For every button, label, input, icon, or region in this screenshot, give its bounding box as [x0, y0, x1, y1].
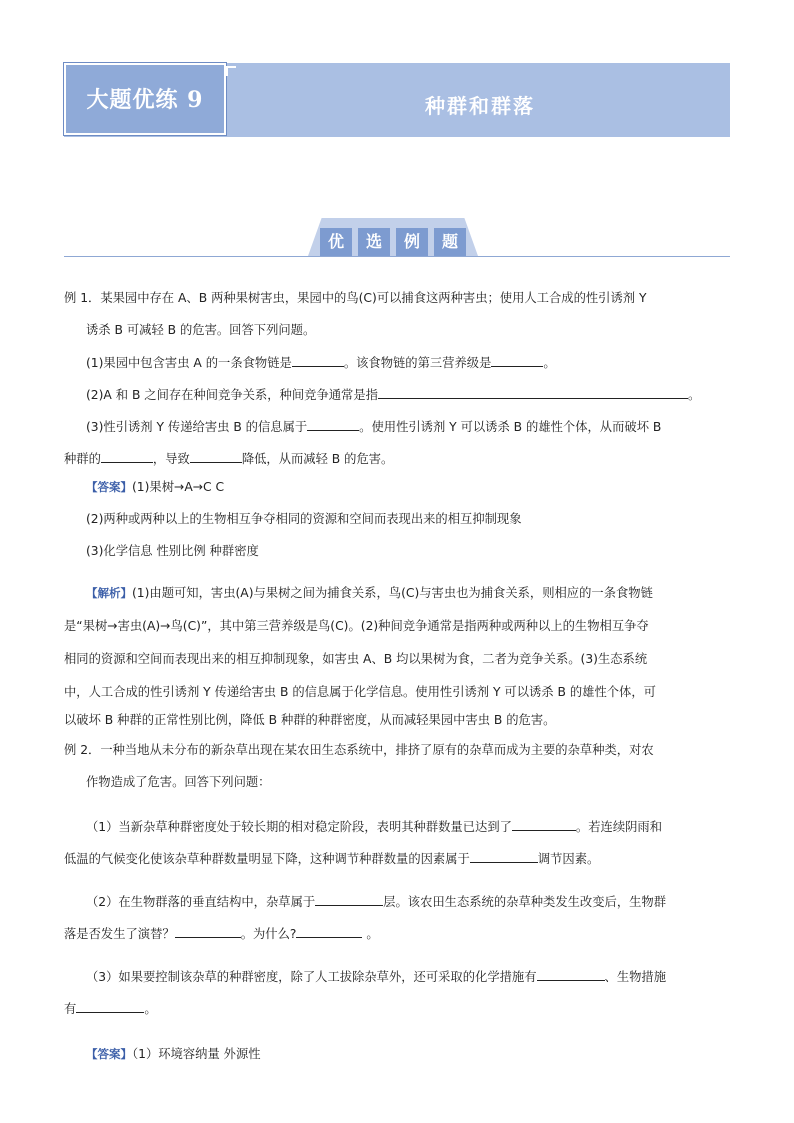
ex2-question-line2: 作物造成了危害。回答下列问题：: [86, 775, 271, 789]
ex1-part3-text-c: 种群的: [64, 452, 101, 466]
ex1-part3-text-a: (3)性引诱剂 Y 传递给害虫 B 的信息属于: [86, 420, 308, 434]
ex1-part1-text-c: 。: [543, 356, 556, 370]
ex2-part1-cont: [64, 850, 599, 867]
ex1-analysis-3: 相同的资源和空间而表现出来的相互抑制现象，如害虫 A、B 均以果树为食，二者为竞争关系。(3)生态系统: [64, 652, 648, 666]
section-divider: [64, 256, 730, 257]
badge-text: 大题优练 9: [86, 87, 204, 113]
ex1-question-line1: 例 1．某果园中存在 A、B 两种果树害虫，果园中的鸟(C)可以捕食这两种害虫；使用人工合成的性引诱剂 Y: [64, 291, 647, 305]
ex2-part3-text-d: 。: [144, 1002, 157, 1016]
ex2-part3-text-a: （3）如果要控制该杂草的种群密度，除了人工拔除杂草外，还可采取的化学措施有: [86, 970, 537, 984]
ex1-blank-third-level[interactable]: [491, 354, 543, 367]
ex2-blank-biological[interactable]: [76, 1000, 144, 1013]
ex1-question-line2: 诱杀 B 可减轻 B 的危害。回答下列问题。: [86, 323, 316, 337]
ex1-part1-text-a: (1)果园中包含害虫 A 的一条食物链是: [86, 356, 292, 370]
ex2-part1-text-d: 调节因素。: [537, 852, 600, 866]
section-badge: [64, 63, 226, 135]
ex1-part3-text-b: 。使用性引诱剂 Y 可以诱杀 B 的雄性个体，从而破坏 B: [359, 420, 662, 434]
ex1-analysis-4: 中，人工合成的性引诱剂 Y 传递给害虫 B 的信息属于化学信息。使用性引诱剂 Y 可以诱杀 B 的雄性个体，可: [64, 685, 656, 699]
ex2-answer-1: （1）环境容纳量 外源性: [132, 1047, 261, 1061]
ex2-part2-text-a: （2）在生物群落的垂直结构中，杂草属于: [86, 895, 316, 909]
ex1-part2-text-b: 。: [687, 388, 701, 402]
section-char-3: 例: [396, 228, 428, 256]
ex1-blank-food-chain[interactable]: [292, 354, 344, 367]
ex2-part2-text-e: 。: [362, 927, 379, 941]
ex1-part1: [86, 354, 556, 371]
ex2-part3-text-c: 有: [64, 1002, 77, 1016]
ex1-analysis-1: (1)由题可知，害虫(A)与果树之间为捕食关系，鸟(C)与害虫也为捕食关系，则相应的一条食物链: [132, 586, 653, 600]
ex2-part2: [86, 893, 666, 910]
ex2-question-line1: 例 2．一种当地从未分布的新杂草出现在某农田生态系统中，排挤了原有的杂草而成为主要的杂草种类，对农: [64, 743, 654, 757]
ex1-blank-competition[interactable]: [378, 386, 688, 399]
ex1-answer-line1: [86, 479, 224, 495]
ex1-part3-cont: [64, 450, 393, 467]
ex1-part3-text-e: 降低，从而减轻 B 的危害。: [241, 452, 394, 466]
ex1-answer-2: (2)两种或两种以上的生物相互争夺相同的资源和空间而表现出来的相互抑制现象: [86, 512, 522, 526]
ex1-answer-3: (3)化学信息 性别比例 种群密度: [86, 544, 259, 558]
ex2-part3-cont: [64, 1000, 157, 1017]
ex2-blank-succession[interactable]: [175, 925, 241, 938]
ex1-analysis-line1: [86, 585, 653, 601]
ex2-part1: [86, 818, 662, 835]
section-char-4: 题: [434, 228, 466, 256]
ex2-answer-line1: [86, 1046, 261, 1062]
ex1-analysis-5: 以破坏 B 种群的正常性别比例，降低 B 种群的种群密度，从而减轻果园中害虫 B 的危害。: [64, 713, 556, 727]
ex2-part2-cont: [64, 925, 379, 942]
ex1-part3-text-d: ，导致: [152, 452, 190, 466]
section-char-1: 优: [320, 228, 352, 256]
ex2-part1-text-c: 低温的气候变化使该杂草种群数量明显下降，这种调节种群数量的因素属于: [64, 852, 470, 866]
ex1-blank-decrease[interactable]: [190, 450, 242, 463]
ex1-part2-text-a: (2)A 和 B 之间存在种间竞争关系，种间竞争通常是指: [86, 388, 378, 402]
ex1-part1-text-b: 。该食物链的第三营养级是: [343, 356, 492, 370]
ex2-blank-layer[interactable]: [315, 893, 383, 906]
section-char-2: 选: [358, 228, 390, 256]
ex2-part3: [86, 968, 666, 985]
ex1-analysis-2: 是“果树→害虫(A)→鸟(C)”，其中第三营养级是鸟(C)。(2)种间竞争通常是指两种或两种以上的生物相互争夺: [64, 619, 649, 633]
ex1-part2: [86, 386, 700, 403]
ex2-part1-text-a: （1）当新杂草种群密度处于较长期的相对稳定阶段，表明其种群数量已达到了: [86, 820, 512, 834]
ex1-part3: [86, 418, 661, 435]
ex2-blank-capacity[interactable]: [512, 818, 576, 831]
ex1-blank-info-type[interactable]: [307, 418, 359, 431]
answer-tag: 【答案】: [86, 480, 132, 494]
ex2-part2-text-b: 层。该农田生态系统的杂草种类发生改变后，生物群: [383, 895, 667, 909]
banner-notch: [226, 66, 236, 76]
ex2-part1-text-b: 。若连续阴雨和: [575, 820, 663, 834]
answer-tag: 【答案】: [86, 1047, 132, 1061]
ex2-part3-text-b: 、生物措施: [604, 970, 667, 984]
ex2-part2-text-d: 。为什么?: [240, 927, 297, 941]
ex2-part2-text-c: 落是否发生了演替？: [64, 927, 175, 941]
ex1-blank-structure[interactable]: [101, 450, 153, 463]
ex2-blank-reason[interactable]: [296, 925, 362, 938]
page-title: 种群和群落: [425, 94, 535, 118]
ex2-blank-chemical[interactable]: [537, 968, 605, 981]
ex1-answer-1: (1)果树→A→C C: [132, 480, 225, 494]
ex2-blank-factor[interactable]: [470, 850, 538, 863]
analysis-tag: 【解析】: [86, 586, 132, 600]
